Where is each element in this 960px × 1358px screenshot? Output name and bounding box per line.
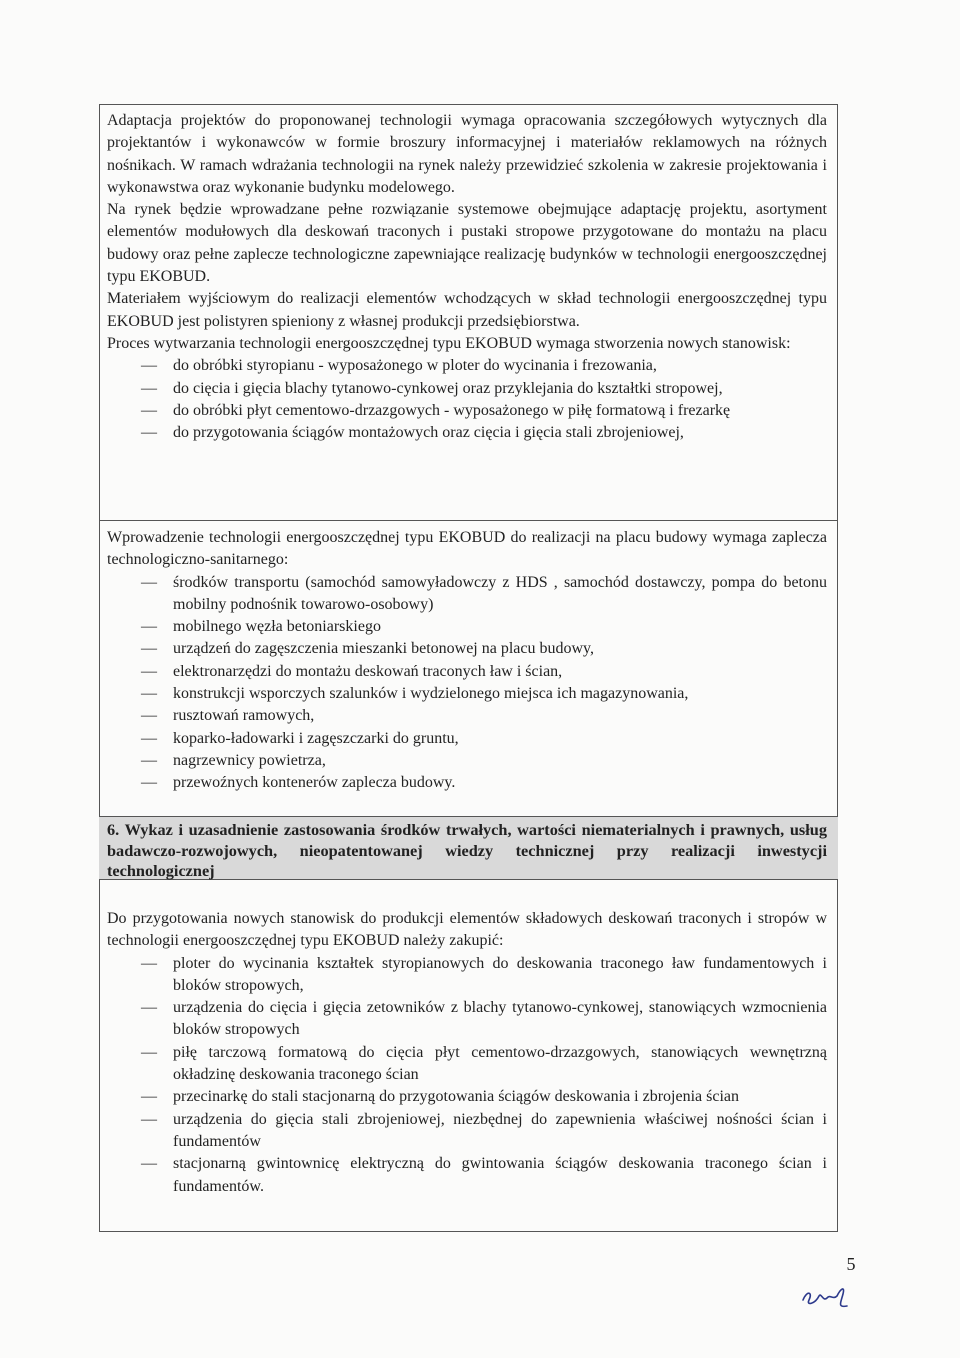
list-item: — mobilnego węzła betoniarskiego (107, 616, 827, 638)
dash-icon: — (141, 640, 157, 658)
page-number: 5 (846, 1254, 856, 1274)
paragraph-process: Proces wytwarzania technologii energooszczędnej typu EKOBUD wymaga stworzenia nowych stanowisk: (107, 334, 791, 352)
dash-icon: — (141, 1110, 157, 1128)
list-item: — do cięcia i gięcia blachy tytanowo-cynkowej oraz przyklejania do kształtki stropowej, (107, 378, 827, 400)
section-site-equipment (99, 521, 838, 816)
list-item: — urządzeń do zagęszczenia mieszanki betonowej na placu budowy, (107, 638, 827, 660)
paragraph-site-intro: Wprowadzenie technologii energooszczędnej typu EKOBUD do realizacji na placu budowy wymaga zaplecza technologiczno-sanitarnego: (107, 529, 827, 569)
list-item: — piłę tarczową formatową do cięcia płyt cementowo-drzazgowych, stanowiących wewnętrzną okładzinę deskowania traconego ścian (141, 1043, 827, 1084)
list-item: — elektronarzędzi do montażu deskowań traconych ław i ścian, (107, 661, 827, 683)
dash-icon: — (141, 999, 157, 1017)
section-6-heading-box (99, 816, 838, 880)
list-item: — do przygotowania ściągów montażowych oraz cięcia i gięcia stali zbrojeniowej, (107, 422, 827, 444)
dash-icon: — (141, 357, 157, 375)
dash-icon: — (141, 1155, 157, 1173)
paragraph-adaptation: Adaptacja projektów do proponowanej technologii wymaga opracowania szczegółowych wytycznych dla projektantów i wykonawców w formie broszury informacyjnej i materiałów reklamowych na różnych nośnikach. W ramach wdrażania technologii na rynek należy przewidzieć szkolenia w zakresie projektowania i wykonawstwa oraz wykonanie budynku modelowego. (107, 112, 827, 196)
dash-icon: — (141, 729, 157, 747)
list-item: — rusztowań ramowych, (107, 705, 827, 727)
dash-icon: — (141, 662, 157, 680)
section-purchases (99, 880, 838, 1232)
workstations-list (107, 355, 827, 444)
dash-icon: — (141, 573, 157, 591)
dash-icon: — (141, 618, 157, 636)
list-item: — konstrukcji wsporczych szalunków i wydzielonego miejsca ich magazynowania, (107, 683, 827, 705)
dash-icon: — (141, 379, 157, 397)
dash-icon: — (141, 685, 157, 703)
paragraph-material: Materiałem wyjściowym do realizacji elementów wchodzących w skład technologii energooszczędnej typu EKOBUD jest polistyren spieniony z własnej produkcji przedsiębiorstwa. (107, 290, 827, 330)
dash-icon: — (141, 707, 157, 725)
list-item: — do obróbki płyt cementowo-drzazgowych - wyposażonego w piłę formatową i frezarkę (107, 400, 827, 422)
section-6-heading: 6. Wykaz i uzasadnienie zastosowania środków trwałych, wartości niematerialnych i prawnych, usług badawczo-rozwojowych, nieopatentowanej wiedzy technicznej przy realizacji inwestycji technologicznej (107, 820, 827, 880)
list-item: — stacjonarną gwintownicę elektryczną do gwintowania ściągów deskowania traconego ścian i fundamentów. (141, 1155, 827, 1195)
dash-icon: — (141, 1043, 157, 1061)
dash-icon: — (141, 774, 157, 792)
signature-icon (797, 1280, 857, 1312)
purchase-list (107, 953, 827, 1198)
paragraph-market: Na rynek będzie wprowadzane pełne rozwiązanie systemowe obejmujące adaptację projektu, asortyment elementów modułowych dla deskowań traconych i pustaki stropowe przygotowane do montażu na placu budowy oraz pełne zaplecze technologiczne zapewniające realizację budynków w technologii energooszczędnej typu EKOBUD. (107, 201, 827, 286)
list-item: — przecinarkę do stali stacjonarną do przygotowania ściągów deskowania i zbrojenia ścian (107, 1086, 827, 1108)
list-item: — nagrzewnicy powietrza, (107, 750, 827, 772)
list-item: — urządzenia do cięcia i gięcia zetowników z blachy tytanowo-cynkowej, stanowiących wzmocnienia bloków stropowych (141, 999, 827, 1039)
list-item: — przewoźnych kontenerów zaplecza budowy. (107, 772, 827, 794)
list-item: — środków transportu (samochód samowyładowczy z HDS , samochód dostawczy, pompa do betonu mobilny podnośnik towarowo-osobowy) (141, 573, 827, 613)
paragraph-purchase-intro: Do przygotowania nowych stanowisk do produkcji elementów składowych deskowań traconych i stropów w technologii energooszczędnej typu EKOBUD należy zakupić: (107, 910, 827, 950)
section-adaptation (99, 104, 838, 521)
list-item: — do obróbki styropianu - wyposażonego w ploter do wycinania i frezowania, (107, 355, 827, 377)
list-item: — ploter do wycinania kształtek styropianowych do deskowania traconego ław fundamentowych i bloków stropowych, (141, 954, 827, 994)
site-equipment-list (107, 572, 827, 795)
list-item: — urządzenia do gięcia stali zbrojeniowej, niezbędnej do zapewnienia właściwej nośności ścian i fundamentów (141, 1110, 827, 1150)
dash-icon: — (141, 401, 157, 419)
dash-icon: — (141, 424, 157, 442)
dash-icon: — (141, 954, 157, 972)
dash-icon: — (141, 1088, 157, 1106)
dash-icon: — (141, 751, 157, 769)
list-item: — koparko-ładowarki i zagęszczarki do gruntu, (107, 728, 827, 750)
